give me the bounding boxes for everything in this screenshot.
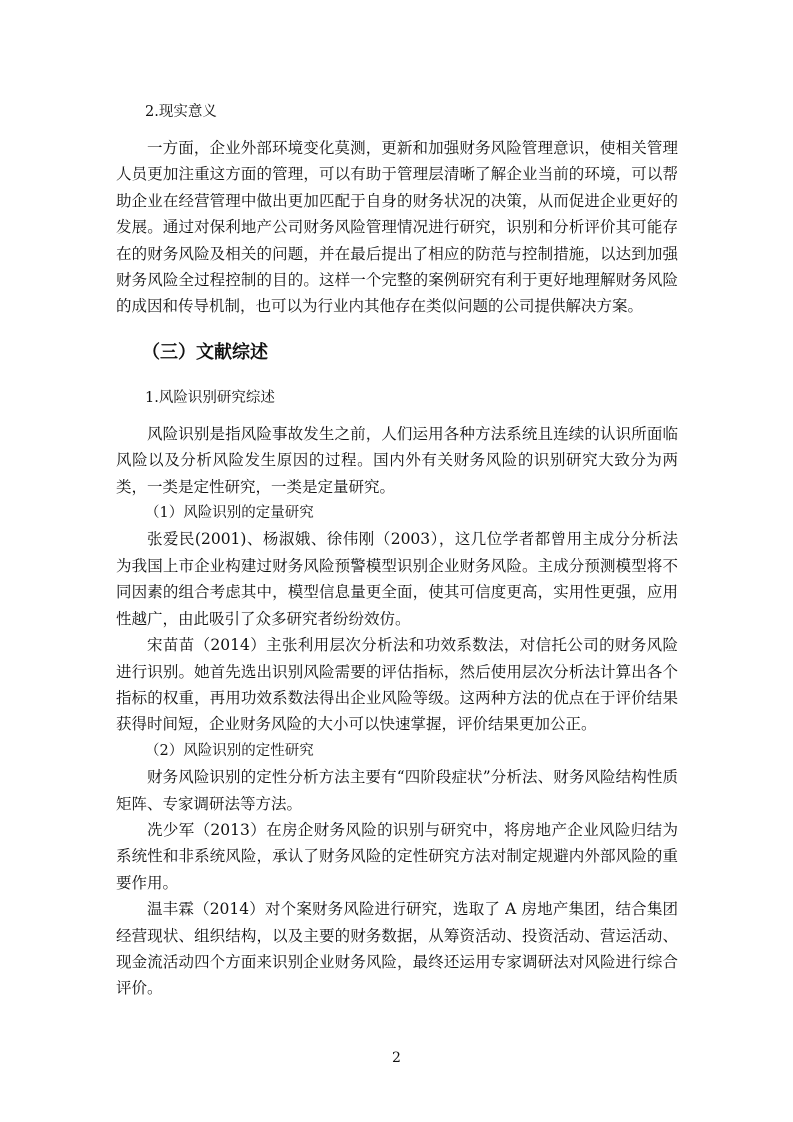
paragraph-practical-significance: 一方面，企业外部环境变化莫测，更新和加强财务风险管理意识，使相关管理人员更加注重这方面的管理，可以有助于管理层清晰了解企业当前的环境，可以帮助企业在经营管理中做出更加匹配于自身的财务状况的决策，从而促进企业更好的发展。通过对保利地产公司财务风险管理情况进行研究，识别和分析评价其可能存在的财务风险及相关的问题，并在最后提出了相应的防范与控制措施，以达到加强财务风险全过程控制的目的。这样一个完整的案例研究有利于更好地理解财务风险的成因和传导机制，也可以为行业内其他存在类似问题的公司提供解决方案。: [116, 139, 678, 316]
heading-literature-review: （三）文献综述: [142, 341, 268, 363]
section-title-risk-identification: 1.风险识别研究综述: [145, 389, 275, 406]
paragraph-quantitative-1: 张爱民(2001)、杨淑娥、徐伟刚（2003），这几位学者都曾用主成分分析法为我国上市企业构建过财务风险预警模型识别企业财务风险。主成分预测模型将不同因素的组合考虑其中，模型信息量更全面，使其可信度更高，实用性更强，应用性越广，由此吸引了众多研究者纷纷效仿。: [116, 530, 678, 628]
paragraph-qualitative-2: 冼少军（2013）在房企财务风险的识别与研究中，将房地产企业风险归结为系统性和非系统风险，承认了财务风险的定性研究方法对制定规避内外部风险的重要作用。: [116, 820, 678, 892]
paragraph-qualitative-1: 财务风险识别的定性分析方法主要有“四阶段症状”分析法、财务风险结构性质矩阵、专家调研法等方法。: [116, 768, 678, 813]
document-body: [116, 100, 678, 1002]
subheading-qualitative-research: （2）风险识别的定性研究: [145, 742, 314, 759]
paragraph-qualitative-3: 温丰霖（2014）对个案财务风险进行研究，选取了 A 房地产集团，结合集团经营现状、组织结构，以及主要的财务数据，从筹资活动、投资活动、营运活动、现金流活动四个方面来识别企业财务风险，最终还运用专家调研法对风险进行综合评价。: [116, 900, 678, 998]
paragraph-risk-identification: 风险识别是指风险事故发生之前，人们运用各种方法系统且连续的认识所面临风险以及分析风险发生原因的过程。国内外有关财务风险的识别研究大致分为两类，一类是定性研究，一类是定量研究。: [116, 424, 678, 496]
paragraph-quantitative-2: 宋苗苗（2014）主张利用层次分析法和功效系数法，对信托公司的财务风险进行识别。她首先选出识别风险需要的评估指标，然后使用层次分析法计算出各个指标的权重，再用功效系数法得出企业风险等级。这两种方法的优点在于评价结果获得时间短，企业财务风险的大小可以快速掌握，评价结果更加公正。: [116, 636, 678, 734]
section-title-practical-significance: 2.现实意义: [145, 104, 217, 120]
page-number: 2: [392, 1050, 401, 1066]
subheading-quantitative-research: （1）风险识别的定量研究: [145, 505, 314, 522]
